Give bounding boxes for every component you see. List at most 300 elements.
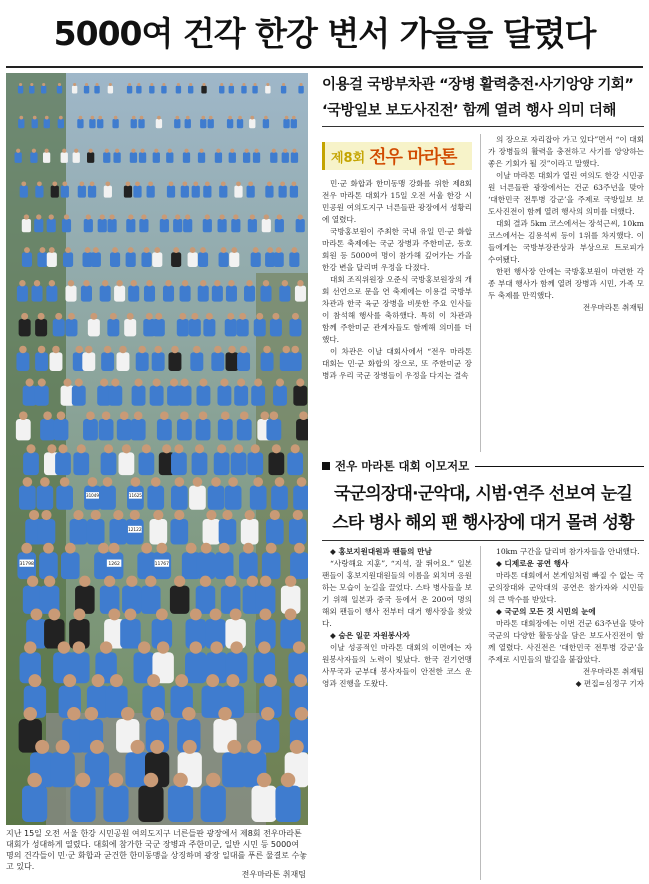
runner-head [285, 576, 296, 587]
runner-body [166, 152, 173, 163]
runner-head [155, 313, 162, 320]
runner-body [30, 152, 37, 163]
runner-body [73, 152, 80, 163]
runner-head [19, 411, 28, 420]
article2-byline: 전우마라톤 취재팀 [582, 667, 644, 676]
runner-head [175, 477, 185, 487]
runner-head [79, 181, 84, 186]
article1-para: 이날 마라톤 대회가 열린 여의도 한강 시민공원 너른들판 광장에서는 건군 63주년을 맞아 ‘대한민국 전투병 강군’을 주제로 국방일보 보도사진전이 함께 열려 행사의 의미를 더했다. [488, 171, 644, 216]
runner-head [103, 477, 113, 487]
runner-head [191, 313, 198, 320]
runner-body [275, 219, 284, 232]
runner-body [163, 286, 174, 302]
runner-head [264, 116, 268, 120]
runner-head [162, 214, 167, 219]
runner-body [237, 119, 243, 128]
runner-head [266, 543, 277, 554]
runner-head [108, 608, 120, 620]
runner-head [260, 576, 271, 587]
runner-body [107, 319, 119, 336]
runner-head [151, 707, 164, 720]
runner-head [184, 149, 188, 153]
runner-body [128, 286, 139, 302]
runner-body [113, 152, 120, 163]
runner-head [73, 608, 85, 620]
runner-body [262, 552, 281, 579]
caption-credit: 전우마라톤 취재팀 [241, 870, 306, 879]
runner-head [79, 116, 83, 120]
runner-head [275, 477, 285, 487]
runner-head [64, 379, 72, 387]
runner-head [144, 247, 150, 253]
article1-para: 대회 조직위원장 오준식 국방홍보원장의 개회 선언으로 문을 연 축제에는 이용걸 국방부차관과 한국 육군 장병을 비롯한 주요 인사들이 참석해 행사를 축하했다. 특히 이 차관과 함께 주한미군 관계자들도 함께해 의미를 더했다. [322, 275, 472, 344]
runner-body [35, 186, 43, 198]
runner-head [57, 411, 66, 420]
runner-body [23, 452, 39, 475]
runner-head [21, 543, 32, 554]
runner-head [277, 214, 282, 219]
runner-head [221, 411, 230, 420]
runner-head [298, 214, 303, 219]
runner-head [35, 740, 49, 754]
runner-head [76, 773, 91, 788]
runner-body [101, 452, 117, 475]
runner-body [289, 252, 299, 267]
runner-body [196, 419, 211, 440]
runner-body [289, 319, 301, 336]
runner-head [210, 641, 222, 653]
runner-body [283, 119, 289, 128]
caption-text: 지난 15일 오전 서울 한강 시민공원 여의도지구 너른들판 광장에서 제8회 전우마라톤 대회가 성대하게 열렸다. 대회에 참가한 국군 장병과 주한미군, 일반 시민 등 5000여 명의 건각들이 민·군 화합과 굳건한 한미동맹을 상징하며 광장 일대를 푸른 물결로 수놓고 있다. [6, 829, 307, 871]
runner-head [110, 674, 123, 687]
runner-body [265, 186, 273, 198]
runner-head [144, 773, 159, 788]
runner-body [47, 219, 56, 232]
runner-body [218, 219, 227, 232]
runner-head [102, 280, 108, 286]
runner-head [292, 149, 296, 153]
runner-head [263, 280, 269, 286]
runner-head [201, 543, 212, 554]
runner-head [104, 346, 111, 353]
runner-head [225, 576, 236, 587]
runner-head [175, 116, 179, 120]
runner-body [141, 586, 161, 614]
runner-body [227, 119, 233, 128]
runner-body [171, 452, 187, 475]
runner-head [105, 181, 110, 186]
runner-head [253, 247, 259, 253]
runner-head [45, 116, 49, 120]
runner-body [136, 352, 149, 371]
article2-subheading: ◆ 숨은 일꾼 자원봉사자 [330, 631, 410, 640]
runner-body [248, 219, 257, 232]
runner-body [203, 186, 211, 198]
page-headline: 5000여 건각 한강 변서 가을을 달렸다 [53, 13, 596, 53]
runner-head [27, 576, 38, 587]
runner-head [219, 214, 224, 219]
runner-head [202, 83, 205, 86]
runner-head [201, 116, 205, 120]
runner-head [119, 346, 126, 353]
runner-head [148, 181, 153, 186]
runner-head [141, 214, 146, 219]
runner-head [177, 83, 180, 86]
runner-body [104, 186, 112, 198]
runner-body [51, 186, 59, 198]
article2-subheading: ◆ 국군의 모든 것 시민의 눈에 [496, 607, 596, 616]
runner-body [208, 486, 225, 510]
column-divider [480, 134, 481, 452]
column-divider [480, 546, 481, 880]
runner-head [40, 247, 46, 253]
runner-body [110, 252, 120, 267]
runner-body [234, 186, 242, 198]
runner-body [229, 86, 234, 94]
runner-body [55, 452, 71, 475]
runner-body [97, 119, 103, 128]
runner-body [188, 252, 198, 267]
runner-body [170, 586, 190, 614]
runner-head [64, 214, 69, 219]
runner-body [91, 252, 101, 267]
runner-head [34, 280, 40, 286]
runner-body [249, 119, 255, 128]
race-bib-number: 31798 [19, 561, 34, 567]
runner-head [55, 313, 62, 320]
runner-body [229, 152, 236, 163]
runner-head [190, 641, 202, 653]
runner-body [252, 86, 257, 94]
runner-body [141, 252, 151, 267]
runner-head [260, 608, 272, 620]
runner-body [72, 86, 77, 94]
runner-head [140, 149, 144, 153]
runner-head [193, 477, 203, 487]
runner-head [260, 411, 269, 420]
runner-head [276, 379, 284, 387]
runner-body [198, 252, 208, 267]
headline-divider [6, 66, 643, 68]
runner-head [137, 83, 140, 86]
runner-head [270, 411, 279, 420]
runner-head [113, 510, 123, 520]
runner-body [185, 119, 191, 128]
runner-head [272, 313, 279, 320]
runner-head [58, 83, 61, 86]
runner-head [199, 149, 203, 153]
runner-body [291, 119, 297, 128]
runner-head [154, 149, 158, 153]
runner-body [171, 486, 188, 510]
runner-body [126, 252, 136, 267]
runner-head [73, 510, 83, 520]
runner-body [39, 552, 58, 579]
runner-body [61, 552, 80, 579]
runner-body [225, 319, 237, 336]
runner-body [289, 519, 307, 545]
runner-head [294, 543, 305, 554]
runner-body [225, 486, 242, 510]
runner-body [136, 86, 141, 94]
runner-body [62, 219, 71, 232]
runner-body [263, 119, 269, 128]
runner-body [87, 519, 105, 545]
runner-head [247, 576, 258, 587]
runner-body [237, 419, 252, 440]
runner-body [279, 286, 290, 302]
runner-body [231, 452, 247, 475]
race-bib-number: 11625 [128, 492, 142, 498]
runner-body [117, 419, 132, 440]
runner-body [132, 386, 146, 406]
runner-body [133, 186, 141, 198]
section-tag [322, 458, 644, 474]
runner-body [289, 352, 302, 371]
runner-head [247, 740, 261, 754]
runner-head [31, 608, 43, 620]
section-tag-line [475, 466, 644, 467]
runner-body [266, 519, 284, 545]
runner-body [103, 152, 110, 163]
runner-head [254, 379, 262, 387]
runner-head [120, 411, 129, 420]
runner-head [175, 214, 180, 219]
runner-head [220, 379, 228, 387]
runner-head [47, 444, 56, 453]
runner-head [221, 181, 226, 186]
article1-column-1 [322, 178, 472, 452]
logo-edition: 제8회 [331, 150, 366, 166]
runner-head [300, 83, 303, 86]
runner-body [254, 319, 266, 336]
runner-head [214, 346, 221, 353]
runner-body [147, 486, 164, 510]
runner-body [23, 386, 37, 406]
runner-head [98, 116, 102, 120]
runner-body [261, 352, 274, 371]
runner-head [169, 181, 174, 186]
runner-head [74, 149, 78, 153]
runner-head [135, 379, 143, 387]
runner-body [152, 252, 162, 267]
runner-body [192, 452, 208, 475]
article2-headline-line-1: 국군의장대·군악대, 시범·연주 선보여 눈길 [334, 484, 632, 504]
runner-body [188, 86, 193, 94]
runner-body [239, 552, 258, 579]
runner-head [90, 313, 97, 320]
runner-head [52, 346, 59, 353]
runner-body [63, 252, 73, 267]
runner-head [170, 379, 178, 387]
runner-head [24, 707, 37, 720]
runner-head [157, 641, 169, 653]
runner-body [271, 486, 288, 510]
runner-head [153, 379, 161, 387]
runner-head [26, 444, 35, 453]
runner-head [98, 543, 109, 554]
runner-head [290, 740, 304, 754]
runner-body [40, 419, 55, 440]
runner-head [237, 379, 245, 387]
runner-head [73, 83, 76, 86]
runner-body [203, 319, 215, 336]
runner-head [59, 116, 63, 120]
runner-head [190, 608, 202, 620]
runner-head [126, 576, 137, 587]
runner-head [21, 313, 28, 320]
runner-body [127, 86, 132, 94]
runner-head [250, 214, 255, 219]
runner-body [81, 286, 92, 302]
runner-head [258, 641, 270, 653]
runner-body [217, 386, 231, 406]
runner-head [291, 346, 298, 353]
runner-body [160, 219, 169, 232]
runner-head [276, 247, 282, 253]
runner-head [151, 477, 161, 487]
runner-head [131, 149, 135, 153]
runner-body [237, 352, 250, 371]
runner-body [119, 452, 135, 475]
runner-body [144, 286, 155, 302]
runner-body [168, 352, 181, 371]
runner-head [150, 740, 164, 754]
runner-head [227, 740, 241, 754]
runner-head [154, 346, 161, 353]
article1-para: 한편 행사장 안에는 국방홍보원이 마련한 각종 부대 행사가 함께 열려 장병과 시민, 가족 모두 축제를 만끽했다. [488, 267, 644, 300]
runner-head [228, 346, 235, 353]
runner-head [142, 444, 151, 453]
runner-head [292, 181, 297, 186]
runner-head [193, 181, 198, 186]
runner-head [293, 510, 303, 520]
runner-head [296, 379, 304, 387]
runner-head [292, 116, 296, 120]
runner-body [78, 186, 86, 198]
runner-body [37, 252, 47, 267]
runner-body [185, 652, 206, 683]
runner-body [98, 219, 107, 232]
runner-body [197, 552, 216, 579]
runner-head [138, 641, 150, 653]
runner-body [265, 86, 270, 94]
runner-head [52, 181, 57, 186]
runner-body [110, 519, 128, 545]
runner-body [130, 152, 137, 163]
runner-head [250, 116, 254, 120]
runner-body [43, 152, 50, 163]
runner-head [26, 379, 34, 387]
runner-head [134, 411, 143, 420]
runner-head [68, 280, 74, 286]
runner-head [93, 247, 99, 253]
runner-body [174, 119, 180, 128]
runner-body [46, 286, 57, 302]
runner-body [251, 386, 265, 406]
runner-body [88, 186, 96, 198]
runner-head [62, 181, 67, 186]
runner-head [230, 641, 242, 653]
runner-head [186, 543, 197, 554]
runner-body [298, 86, 303, 94]
runner-body [250, 486, 267, 510]
runner-body [293, 386, 307, 406]
runner-head [92, 674, 105, 687]
runner-head [214, 280, 220, 286]
runner-head [182, 280, 188, 286]
runner-head [85, 346, 92, 353]
runner-body [88, 319, 100, 336]
runner-body [44, 119, 50, 128]
runner-body [247, 452, 263, 475]
runner-head [49, 247, 55, 253]
runner-head [281, 773, 296, 788]
runner-body [266, 419, 281, 440]
runner-body [35, 319, 47, 336]
runner-head [162, 83, 165, 86]
runner-body [22, 786, 47, 822]
runner-body [237, 319, 249, 336]
runner-head [91, 510, 101, 520]
runner-head [180, 411, 189, 420]
runner-head [205, 214, 210, 219]
runner-head [146, 280, 152, 286]
runner-head [91, 116, 95, 120]
runner-body [219, 519, 237, 545]
runner-head [245, 510, 255, 520]
runner-head [210, 608, 222, 620]
runner-body [171, 252, 181, 267]
runner-head [179, 313, 186, 320]
runner-head [157, 116, 161, 120]
runner-body [203, 519, 221, 545]
runner-body [190, 352, 203, 371]
runner-body [77, 119, 83, 128]
runner-body [131, 119, 137, 128]
runner-head [32, 149, 36, 153]
article1-para: 국방홍보원이 주최한 국내 유일 민·군 화합 마라톤 축제에는 국군 장병과 주한미군, 동호회원 등 5000여 명이 참가해 깊어가는 가을 한강 변을 달리며 우정을 다졌다. [322, 227, 472, 272]
runner-head [297, 280, 303, 286]
runner-body [61, 186, 69, 198]
runner-head [199, 379, 207, 387]
runner-head [254, 149, 258, 153]
runner-head [230, 149, 234, 153]
runner-head [100, 214, 105, 219]
logo-title: 전우 마라톤 [369, 147, 457, 168]
runner-body [16, 419, 31, 440]
runner-head [62, 149, 66, 153]
runner-head [243, 543, 254, 554]
runner-head [109, 83, 112, 86]
section-square-icon [322, 462, 330, 470]
runner-body [49, 352, 62, 371]
runner-head [239, 313, 246, 320]
runner-head [230, 608, 242, 620]
runner-head [110, 313, 117, 320]
runner-head [145, 576, 156, 587]
runner-body [112, 119, 118, 128]
runner-body [287, 452, 303, 475]
runner-head [156, 608, 168, 620]
runner-head [240, 411, 249, 420]
runner-head [121, 707, 134, 720]
runner-head [228, 280, 234, 286]
runner-head [90, 181, 95, 186]
runner-head [140, 116, 144, 120]
runner-body [200, 119, 206, 128]
runner-head [181, 379, 189, 387]
